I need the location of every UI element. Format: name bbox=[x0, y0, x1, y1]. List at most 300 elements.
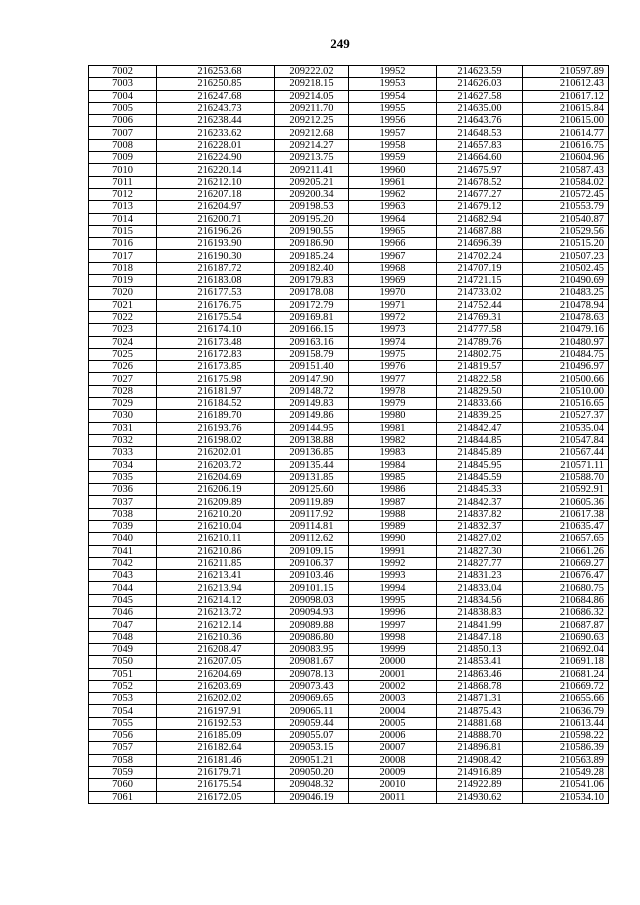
table-cell: 209138.88 bbox=[275, 434, 349, 446]
table-cell: 209179.83 bbox=[275, 275, 349, 287]
table-row bbox=[89, 754, 609, 766]
table-cell: 210584.02 bbox=[523, 176, 609, 188]
table-cell: 210617.38 bbox=[523, 508, 609, 520]
table-cell: 210615.84 bbox=[523, 102, 609, 114]
table-row bbox=[89, 533, 609, 545]
table-cell: 209151.40 bbox=[275, 361, 349, 373]
table-cell: 216190.30 bbox=[157, 250, 275, 262]
table-cell: 214916.89 bbox=[437, 766, 523, 778]
table-cell: 209046.19 bbox=[275, 791, 349, 803]
table-row bbox=[89, 656, 609, 668]
table-row bbox=[89, 730, 609, 742]
table-row bbox=[89, 250, 609, 262]
table-cell: 20002 bbox=[349, 680, 437, 692]
table-cell: 19971 bbox=[349, 299, 437, 311]
table-cell: 7010 bbox=[89, 164, 157, 176]
table-cell: 210563.89 bbox=[523, 754, 609, 766]
table-cell: 210507.23 bbox=[523, 250, 609, 262]
table-cell: 216174.10 bbox=[157, 324, 275, 336]
table-cell: 209186.90 bbox=[275, 238, 349, 250]
table-cell: 216204.69 bbox=[157, 471, 275, 483]
table-row bbox=[89, 299, 609, 311]
table-cell: 210691.18 bbox=[523, 656, 609, 668]
table-cell: 7030 bbox=[89, 410, 157, 422]
table-cell: 209149.86 bbox=[275, 410, 349, 422]
table-cell: 7052 bbox=[89, 680, 157, 692]
table-cell: 214682.94 bbox=[437, 213, 523, 225]
table-cell: 209172.79 bbox=[275, 299, 349, 311]
table-cell: 209205.21 bbox=[275, 176, 349, 188]
table-cell: 19961 bbox=[349, 176, 437, 188]
table-row bbox=[89, 115, 609, 127]
table-cell: 19991 bbox=[349, 545, 437, 557]
table-cell: 209200.34 bbox=[275, 188, 349, 200]
table-cell: 7035 bbox=[89, 471, 157, 483]
table-cell: 7020 bbox=[89, 287, 157, 299]
table-cell: 216198.02 bbox=[157, 434, 275, 446]
table-cell: 210479.16 bbox=[523, 324, 609, 336]
table-cell: 19995 bbox=[349, 594, 437, 606]
table-cell: 216253.68 bbox=[157, 66, 275, 78]
table-row bbox=[89, 545, 609, 557]
table-cell: 209089.88 bbox=[275, 619, 349, 631]
table-cell: 214832.37 bbox=[437, 520, 523, 532]
table-row bbox=[89, 127, 609, 139]
table-cell: 19974 bbox=[349, 336, 437, 348]
table-cell: 214626.03 bbox=[437, 78, 523, 90]
table-cell: 210529.56 bbox=[523, 225, 609, 237]
table-cell: 216193.90 bbox=[157, 238, 275, 250]
table-cell: 20008 bbox=[349, 754, 437, 766]
table-cell: 216206.19 bbox=[157, 484, 275, 496]
table-cell: 214850.13 bbox=[437, 643, 523, 655]
table-cell: 216247.68 bbox=[157, 90, 275, 102]
table-cell: 210692.04 bbox=[523, 643, 609, 655]
table-cell: 210484.75 bbox=[523, 348, 609, 360]
table-cell: 214643.76 bbox=[437, 115, 523, 127]
table-cell: 7040 bbox=[89, 533, 157, 545]
table-cell: 7006 bbox=[89, 115, 157, 127]
table-cell: 214829.50 bbox=[437, 385, 523, 397]
table-cell: 216207.18 bbox=[157, 188, 275, 200]
table-cell: 7044 bbox=[89, 582, 157, 594]
table-row bbox=[89, 766, 609, 778]
coordinates-table bbox=[88, 65, 609, 804]
table-cell: 210597.89 bbox=[523, 66, 609, 78]
table-row bbox=[89, 594, 609, 606]
table-cell: 216210.04 bbox=[157, 520, 275, 532]
table-cell: 20007 bbox=[349, 742, 437, 754]
table-cell: 7029 bbox=[89, 398, 157, 410]
table-cell: 19963 bbox=[349, 201, 437, 213]
table-cell: 216196.26 bbox=[157, 225, 275, 237]
table-cell: 7047 bbox=[89, 619, 157, 631]
table-cell: 19992 bbox=[349, 557, 437, 569]
coordinates-table-body bbox=[89, 66, 609, 804]
table-cell: 19969 bbox=[349, 275, 437, 287]
table-cell: 210587.43 bbox=[523, 164, 609, 176]
table-cell: 7021 bbox=[89, 299, 157, 311]
table-cell: 7005 bbox=[89, 102, 157, 114]
table-cell: 210547.84 bbox=[523, 434, 609, 446]
table-cell: 209069.65 bbox=[275, 693, 349, 705]
table-cell: 216224.90 bbox=[157, 152, 275, 164]
table-cell: 209213.75 bbox=[275, 152, 349, 164]
table-cell: 7002 bbox=[89, 66, 157, 78]
table-row bbox=[89, 643, 609, 655]
table-cell: 19985 bbox=[349, 471, 437, 483]
table-cell: 209131.85 bbox=[275, 471, 349, 483]
table-cell: 209178.08 bbox=[275, 287, 349, 299]
table-cell: 20006 bbox=[349, 730, 437, 742]
table-cell: 209050.20 bbox=[275, 766, 349, 778]
table-cell: 216208.47 bbox=[157, 643, 275, 655]
table-cell: 210681.24 bbox=[523, 668, 609, 680]
table-cell: 210684.86 bbox=[523, 594, 609, 606]
table-cell: 216175.54 bbox=[157, 779, 275, 791]
table-cell: 19973 bbox=[349, 324, 437, 336]
table-cell: 214875.43 bbox=[437, 705, 523, 717]
table-cell: 7024 bbox=[89, 336, 157, 348]
table-cell: 216209.89 bbox=[157, 496, 275, 508]
table-row bbox=[89, 324, 609, 336]
table-cell: 210686.32 bbox=[523, 607, 609, 619]
table-cell: 214752.44 bbox=[437, 299, 523, 311]
table-cell: 210605.36 bbox=[523, 496, 609, 508]
table-cell: 209083.95 bbox=[275, 643, 349, 655]
table-cell: 209114.81 bbox=[275, 520, 349, 532]
table-cell: 210540.87 bbox=[523, 213, 609, 225]
table-cell: 216204.69 bbox=[157, 668, 275, 680]
table-cell: 209048.32 bbox=[275, 779, 349, 791]
table-cell: 214845.89 bbox=[437, 447, 523, 459]
table-cell: 209211.70 bbox=[275, 102, 349, 114]
table-cell: 214888.70 bbox=[437, 730, 523, 742]
table-row bbox=[89, 447, 609, 459]
table-cell: 216197.91 bbox=[157, 705, 275, 717]
table-row bbox=[89, 139, 609, 151]
table-cell: 7015 bbox=[89, 225, 157, 237]
table-cell: 210676.47 bbox=[523, 570, 609, 582]
table-cell: 19964 bbox=[349, 213, 437, 225]
table-cell: 214853.41 bbox=[437, 656, 523, 668]
table-cell: 209119.89 bbox=[275, 496, 349, 508]
table-cell: 20003 bbox=[349, 693, 437, 705]
table-cell: 216175.98 bbox=[157, 373, 275, 385]
table-cell: 214845.59 bbox=[437, 471, 523, 483]
table-cell: 210535.04 bbox=[523, 422, 609, 434]
table-cell: 20005 bbox=[349, 717, 437, 729]
table-cell: 214833.66 bbox=[437, 398, 523, 410]
table-cell: 216202.02 bbox=[157, 693, 275, 705]
table-cell: 214837.82 bbox=[437, 508, 523, 520]
table-cell: 19979 bbox=[349, 398, 437, 410]
table-cell: 19952 bbox=[349, 66, 437, 78]
table-cell: 209144.95 bbox=[275, 422, 349, 434]
table-row bbox=[89, 164, 609, 176]
table-row bbox=[89, 631, 609, 643]
table-cell: 216210.86 bbox=[157, 545, 275, 557]
table-cell: 7045 bbox=[89, 594, 157, 606]
table-cell: 214841.99 bbox=[437, 619, 523, 631]
table-cell: 209212.68 bbox=[275, 127, 349, 139]
table-cell: 214789.76 bbox=[437, 336, 523, 348]
table-cell: 214627.58 bbox=[437, 90, 523, 102]
table-cell: 214707.19 bbox=[437, 262, 523, 274]
table-cell: 216202.01 bbox=[157, 447, 275, 459]
table-row bbox=[89, 176, 609, 188]
table-cell: 19990 bbox=[349, 533, 437, 545]
table-cell: 209214.27 bbox=[275, 139, 349, 151]
table-row bbox=[89, 791, 609, 803]
table-cell: 19958 bbox=[349, 139, 437, 151]
table-cell: 19959 bbox=[349, 152, 437, 164]
table-row bbox=[89, 78, 609, 90]
table-cell: 7039 bbox=[89, 520, 157, 532]
table-cell: 216212.14 bbox=[157, 619, 275, 631]
table-cell: 7018 bbox=[89, 262, 157, 274]
table-cell: 7027 bbox=[89, 373, 157, 385]
table-cell: 19989 bbox=[349, 520, 437, 532]
table-row bbox=[89, 361, 609, 373]
table-cell: 216210.20 bbox=[157, 508, 275, 520]
table-cell: 7061 bbox=[89, 791, 157, 803]
table-row bbox=[89, 557, 609, 569]
table-cell: 210615.00 bbox=[523, 115, 609, 127]
table-row bbox=[89, 668, 609, 680]
table-row bbox=[89, 508, 609, 520]
table-cell: 209190.55 bbox=[275, 225, 349, 237]
table-cell: 214664.60 bbox=[437, 152, 523, 164]
table-cell: 214675.97 bbox=[437, 164, 523, 176]
table-cell: 7009 bbox=[89, 152, 157, 164]
table-cell: 7025 bbox=[89, 348, 157, 360]
table-row bbox=[89, 680, 609, 692]
page-number: 249 bbox=[330, 36, 350, 51]
table-cell: 7012 bbox=[89, 188, 157, 200]
table-cell: 216176.75 bbox=[157, 299, 275, 311]
table-cell: 216187.72 bbox=[157, 262, 275, 274]
table-cell: 7023 bbox=[89, 324, 157, 336]
table-cell: 214922.89 bbox=[437, 779, 523, 791]
table-cell: 214871.31 bbox=[437, 693, 523, 705]
table-cell: 20010 bbox=[349, 779, 437, 791]
table-cell: 19997 bbox=[349, 619, 437, 631]
table-cell: 216213.72 bbox=[157, 607, 275, 619]
table-cell: 209222.02 bbox=[275, 66, 349, 78]
table-cell: 7022 bbox=[89, 311, 157, 323]
table-row bbox=[89, 287, 609, 299]
table-cell: 216183.08 bbox=[157, 275, 275, 287]
table-cell: 209135.44 bbox=[275, 459, 349, 471]
table-cell: 216203.72 bbox=[157, 459, 275, 471]
table-cell: 20009 bbox=[349, 766, 437, 778]
table-cell: 209148.72 bbox=[275, 385, 349, 397]
table-cell: 216233.62 bbox=[157, 127, 275, 139]
table-cell: 216213.94 bbox=[157, 582, 275, 594]
table-cell: 214842.37 bbox=[437, 496, 523, 508]
table-cell: 216220.14 bbox=[157, 164, 275, 176]
table-cell: 209053.15 bbox=[275, 742, 349, 754]
table-cell: 209059.44 bbox=[275, 717, 349, 729]
table-cell: 216173.85 bbox=[157, 361, 275, 373]
table-row bbox=[89, 152, 609, 164]
table-row bbox=[89, 520, 609, 532]
table-cell: 214847.18 bbox=[437, 631, 523, 643]
table-cell: 7019 bbox=[89, 275, 157, 287]
table-cell: 214687.88 bbox=[437, 225, 523, 237]
table-cell: 210690.63 bbox=[523, 631, 609, 643]
table-row bbox=[89, 275, 609, 287]
table-cell: 210483.25 bbox=[523, 287, 609, 299]
table-cell: 19960 bbox=[349, 164, 437, 176]
table-cell: 214696.39 bbox=[437, 238, 523, 250]
table-cell: 214721.15 bbox=[437, 275, 523, 287]
table-cell: 216243.73 bbox=[157, 102, 275, 114]
table-row bbox=[89, 471, 609, 483]
table-row bbox=[89, 570, 609, 582]
table-cell: 210515.20 bbox=[523, 238, 609, 250]
table-cell: 209065.11 bbox=[275, 705, 349, 717]
table-cell: 214623.59 bbox=[437, 66, 523, 78]
table-cell: 7058 bbox=[89, 754, 157, 766]
table-cell: 214679.12 bbox=[437, 201, 523, 213]
table-cell: 19977 bbox=[349, 373, 437, 385]
table-cell: 210635.47 bbox=[523, 520, 609, 532]
table-cell: 19975 bbox=[349, 348, 437, 360]
table-cell: 209051.21 bbox=[275, 754, 349, 766]
table-cell: 214845.95 bbox=[437, 459, 523, 471]
table-cell: 209198.53 bbox=[275, 201, 349, 213]
table-cell: 19955 bbox=[349, 102, 437, 114]
table-cell: 216173.48 bbox=[157, 336, 275, 348]
table-cell: 210613.44 bbox=[523, 717, 609, 729]
table-cell: 210527.37 bbox=[523, 410, 609, 422]
table-cell: 210586.39 bbox=[523, 742, 609, 754]
table-row bbox=[89, 225, 609, 237]
table-cell: 209136.85 bbox=[275, 447, 349, 459]
table-cell: 214838.83 bbox=[437, 607, 523, 619]
table-cell: 7031 bbox=[89, 422, 157, 434]
table-cell: 209214.05 bbox=[275, 90, 349, 102]
table-cell: 209125.60 bbox=[275, 484, 349, 496]
table-cell: 210478.63 bbox=[523, 311, 609, 323]
table-cell: 19978 bbox=[349, 385, 437, 397]
table-cell: 19994 bbox=[349, 582, 437, 594]
table-cell: 210567.44 bbox=[523, 447, 609, 459]
table-cell: 19970 bbox=[349, 287, 437, 299]
table-cell: 19957 bbox=[349, 127, 437, 139]
table-cell: 216213.41 bbox=[157, 570, 275, 582]
table-row bbox=[89, 582, 609, 594]
table-cell: 209078.13 bbox=[275, 668, 349, 680]
table-cell: 214635.00 bbox=[437, 102, 523, 114]
table-cell: 20004 bbox=[349, 705, 437, 717]
table-cell: 209182.40 bbox=[275, 262, 349, 274]
table-cell: 210571.11 bbox=[523, 459, 609, 471]
table-row bbox=[89, 336, 609, 348]
table-cell: 216210.11 bbox=[157, 533, 275, 545]
table-cell: 209112.62 bbox=[275, 533, 349, 545]
table-cell: 209086.80 bbox=[275, 631, 349, 643]
table-cell: 210657.65 bbox=[523, 533, 609, 545]
table-cell: 214842.47 bbox=[437, 422, 523, 434]
table-cell: 210669.72 bbox=[523, 680, 609, 692]
table-cell: 214827.30 bbox=[437, 545, 523, 557]
table-cell: 216184.52 bbox=[157, 398, 275, 410]
table-cell: 216214.12 bbox=[157, 594, 275, 606]
table-row bbox=[89, 693, 609, 705]
table-cell: 7004 bbox=[89, 90, 157, 102]
table-cell: 214881.68 bbox=[437, 717, 523, 729]
table-cell: 216181.97 bbox=[157, 385, 275, 397]
table-cell: 7008 bbox=[89, 139, 157, 151]
table-cell: 7003 bbox=[89, 78, 157, 90]
table-cell: 210480.97 bbox=[523, 336, 609, 348]
table-cell: 7037 bbox=[89, 496, 157, 508]
table-cell: 214777.58 bbox=[437, 324, 523, 336]
table-row bbox=[89, 66, 609, 78]
table-cell: 19988 bbox=[349, 508, 437, 520]
table-cell: 214863.46 bbox=[437, 668, 523, 680]
table-cell: 209081.67 bbox=[275, 656, 349, 668]
table-cell: 214769.31 bbox=[437, 311, 523, 323]
table-cell: 7032 bbox=[89, 434, 157, 446]
table-row bbox=[89, 459, 609, 471]
table-cell: 209094.93 bbox=[275, 607, 349, 619]
table-cell: 214733.02 bbox=[437, 287, 523, 299]
table-cell: 7028 bbox=[89, 385, 157, 397]
table-cell: 216228.01 bbox=[157, 139, 275, 151]
table-row bbox=[89, 779, 609, 791]
table-cell: 209117.92 bbox=[275, 508, 349, 520]
table-cell: 209169.81 bbox=[275, 311, 349, 323]
table-cell: 214822.58 bbox=[437, 373, 523, 385]
table-cell: 210616.75 bbox=[523, 139, 609, 151]
table-cell: 210636.79 bbox=[523, 705, 609, 717]
table-cell: 7017 bbox=[89, 250, 157, 262]
table-row bbox=[89, 90, 609, 102]
table-cell: 209109.15 bbox=[275, 545, 349, 557]
table-cell: 19998 bbox=[349, 631, 437, 643]
table-cell: 216210.36 bbox=[157, 631, 275, 643]
table-cell: 216192.53 bbox=[157, 717, 275, 729]
table-row bbox=[89, 742, 609, 754]
table-cell: 216212.10 bbox=[157, 176, 275, 188]
table-cell: 7033 bbox=[89, 447, 157, 459]
table-row bbox=[89, 262, 609, 274]
table-cell: 7043 bbox=[89, 570, 157, 582]
table-cell: 214845.33 bbox=[437, 484, 523, 496]
table-cell: 214678.52 bbox=[437, 176, 523, 188]
table-row bbox=[89, 410, 609, 422]
table-row bbox=[89, 311, 609, 323]
table-cell: 7051 bbox=[89, 668, 157, 680]
table-cell: 7060 bbox=[89, 779, 157, 791]
table-cell: 19981 bbox=[349, 422, 437, 434]
table-cell: 209147.90 bbox=[275, 373, 349, 385]
table-cell: 210490.69 bbox=[523, 275, 609, 287]
table-cell: 209098.03 bbox=[275, 594, 349, 606]
table-cell: 7034 bbox=[89, 459, 157, 471]
table-cell: 19965 bbox=[349, 225, 437, 237]
table-cell: 216181.46 bbox=[157, 754, 275, 766]
table-cell: 7055 bbox=[89, 717, 157, 729]
table-cell: 19956 bbox=[349, 115, 437, 127]
table-cell: 19999 bbox=[349, 643, 437, 655]
table-cell: 7056 bbox=[89, 730, 157, 742]
table-cell: 7057 bbox=[89, 742, 157, 754]
